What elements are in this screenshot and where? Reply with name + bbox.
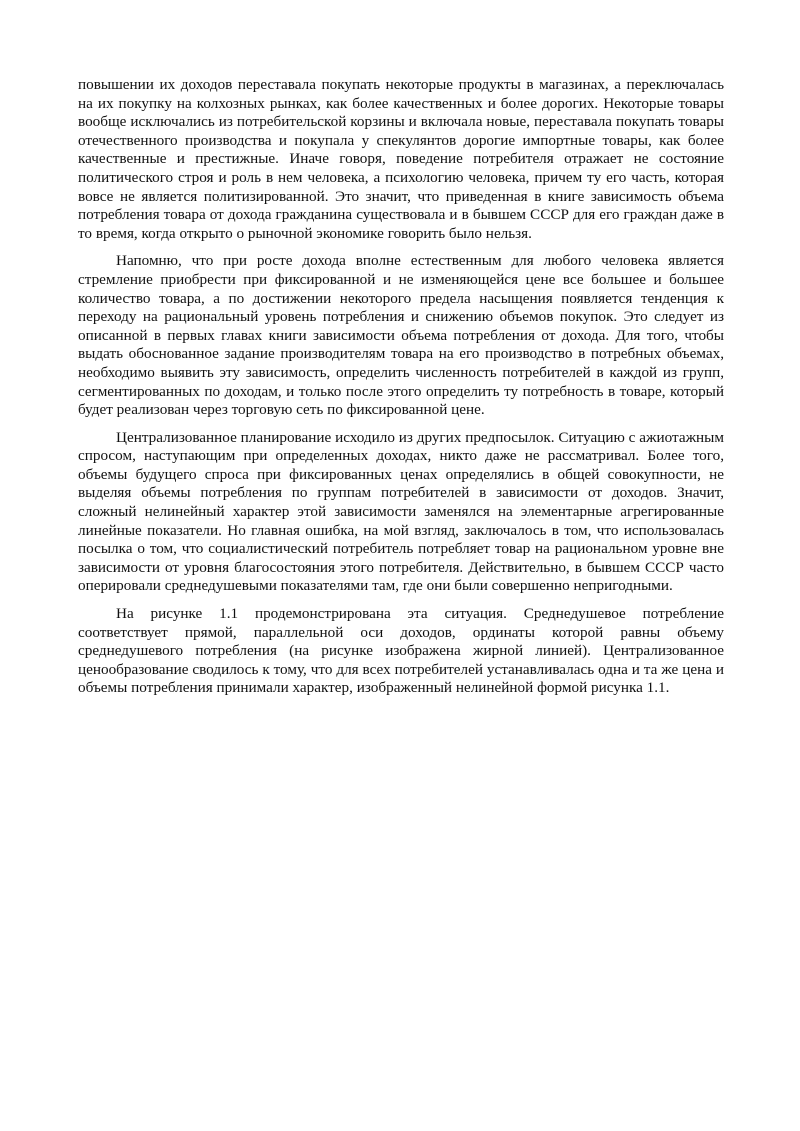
paragraph-2: Напомню, что при росте дохода вполне естественным для любого человека является стремление приобрести при фиксированной и не изменяющейся цене все большее и большее количество товара, а по достижении некоторого предела насыщения появляется тенденция к переходу на рациональный уровень потребления и снижению объемов покупок. Это следует из описанной в первых главах книги зависимости объема потребления от дохода. Для того, чтобы выдать обоснованное задание производителям товара на его производство в потребных объемах, необходимо выявить эту зависимость, определить численность потребителей в каждой из групп, сегментированных по доходам, и только после этого определить ту потребность в товаре, который будет реализован через торговую сеть по фиксированной цене. [78, 252, 724, 419]
paragraph-1: повышении их доходов переставала покупать некоторые продукты в магазинах, а переключалась на их покупку на колхозных рынках, как более качественных и более дорогих. Некоторые товары вообще исключались из потребительской корзины и включала новые, переставала покупать товары отечественного производства и покупала у спекулянтов дорогие импортные товары, как более качественные и престижные. Иначе говоря, поведение потребителя отражает не состояние политического строя и роль в нем человека, а психологию человека, причем ту его часть, которая вовсе не является политизированной. Это значит, что приведенная в книге зависимость объема потребления товара от дохода гражданина существовала и в бывшем СССР для его граждан даже в то время, когда открыто о рыночной экономике говорить было нельзя. [78, 76, 724, 242]
paragraph-3: Централизованное планирование исходило из других предпосылок. Ситуацию с ажиотажным спросом, наступающим при определенных доходах, никто даже не рассматривал. Более того, объемы будущего спроса при фиксированных ценах определялись в общей совокупности, не выделяя объемы потребления по группам потребителей в зависимости от доходов. Значит, сложный нелинейный характер этой зависимости заменялся на элементарные агрегированные линейные показатели. Но главная ошибка, на мой взгляд, заключалось в том, что использовалась посылка о том, что социалистический потребитель потребляет товар на рациональном уровне вне зависимости от уровня благосостояния этого потребителя. Действительно, в бывшем СССР часто оперировали среднедушевыми показателями там, где они были совершенно непригодными. [78, 428, 724, 595]
paragraph-4: На рисунке 1.1 продемонстрирована эта ситуация. Среднедушевое потребление соответствует прямой, параллельной оси доходов, ординаты которой равны объему среднедушевого потребления (на рисунке изображена жирной линией). Централизованное ценообразование сводилось к тому, что для всех потребителей устанавливалась одна и та же цена и объемы потребления принимали характер, изображенный нелинейной формой рисунка 1.1. [78, 605, 724, 697]
document-page [78, 76, 724, 707]
